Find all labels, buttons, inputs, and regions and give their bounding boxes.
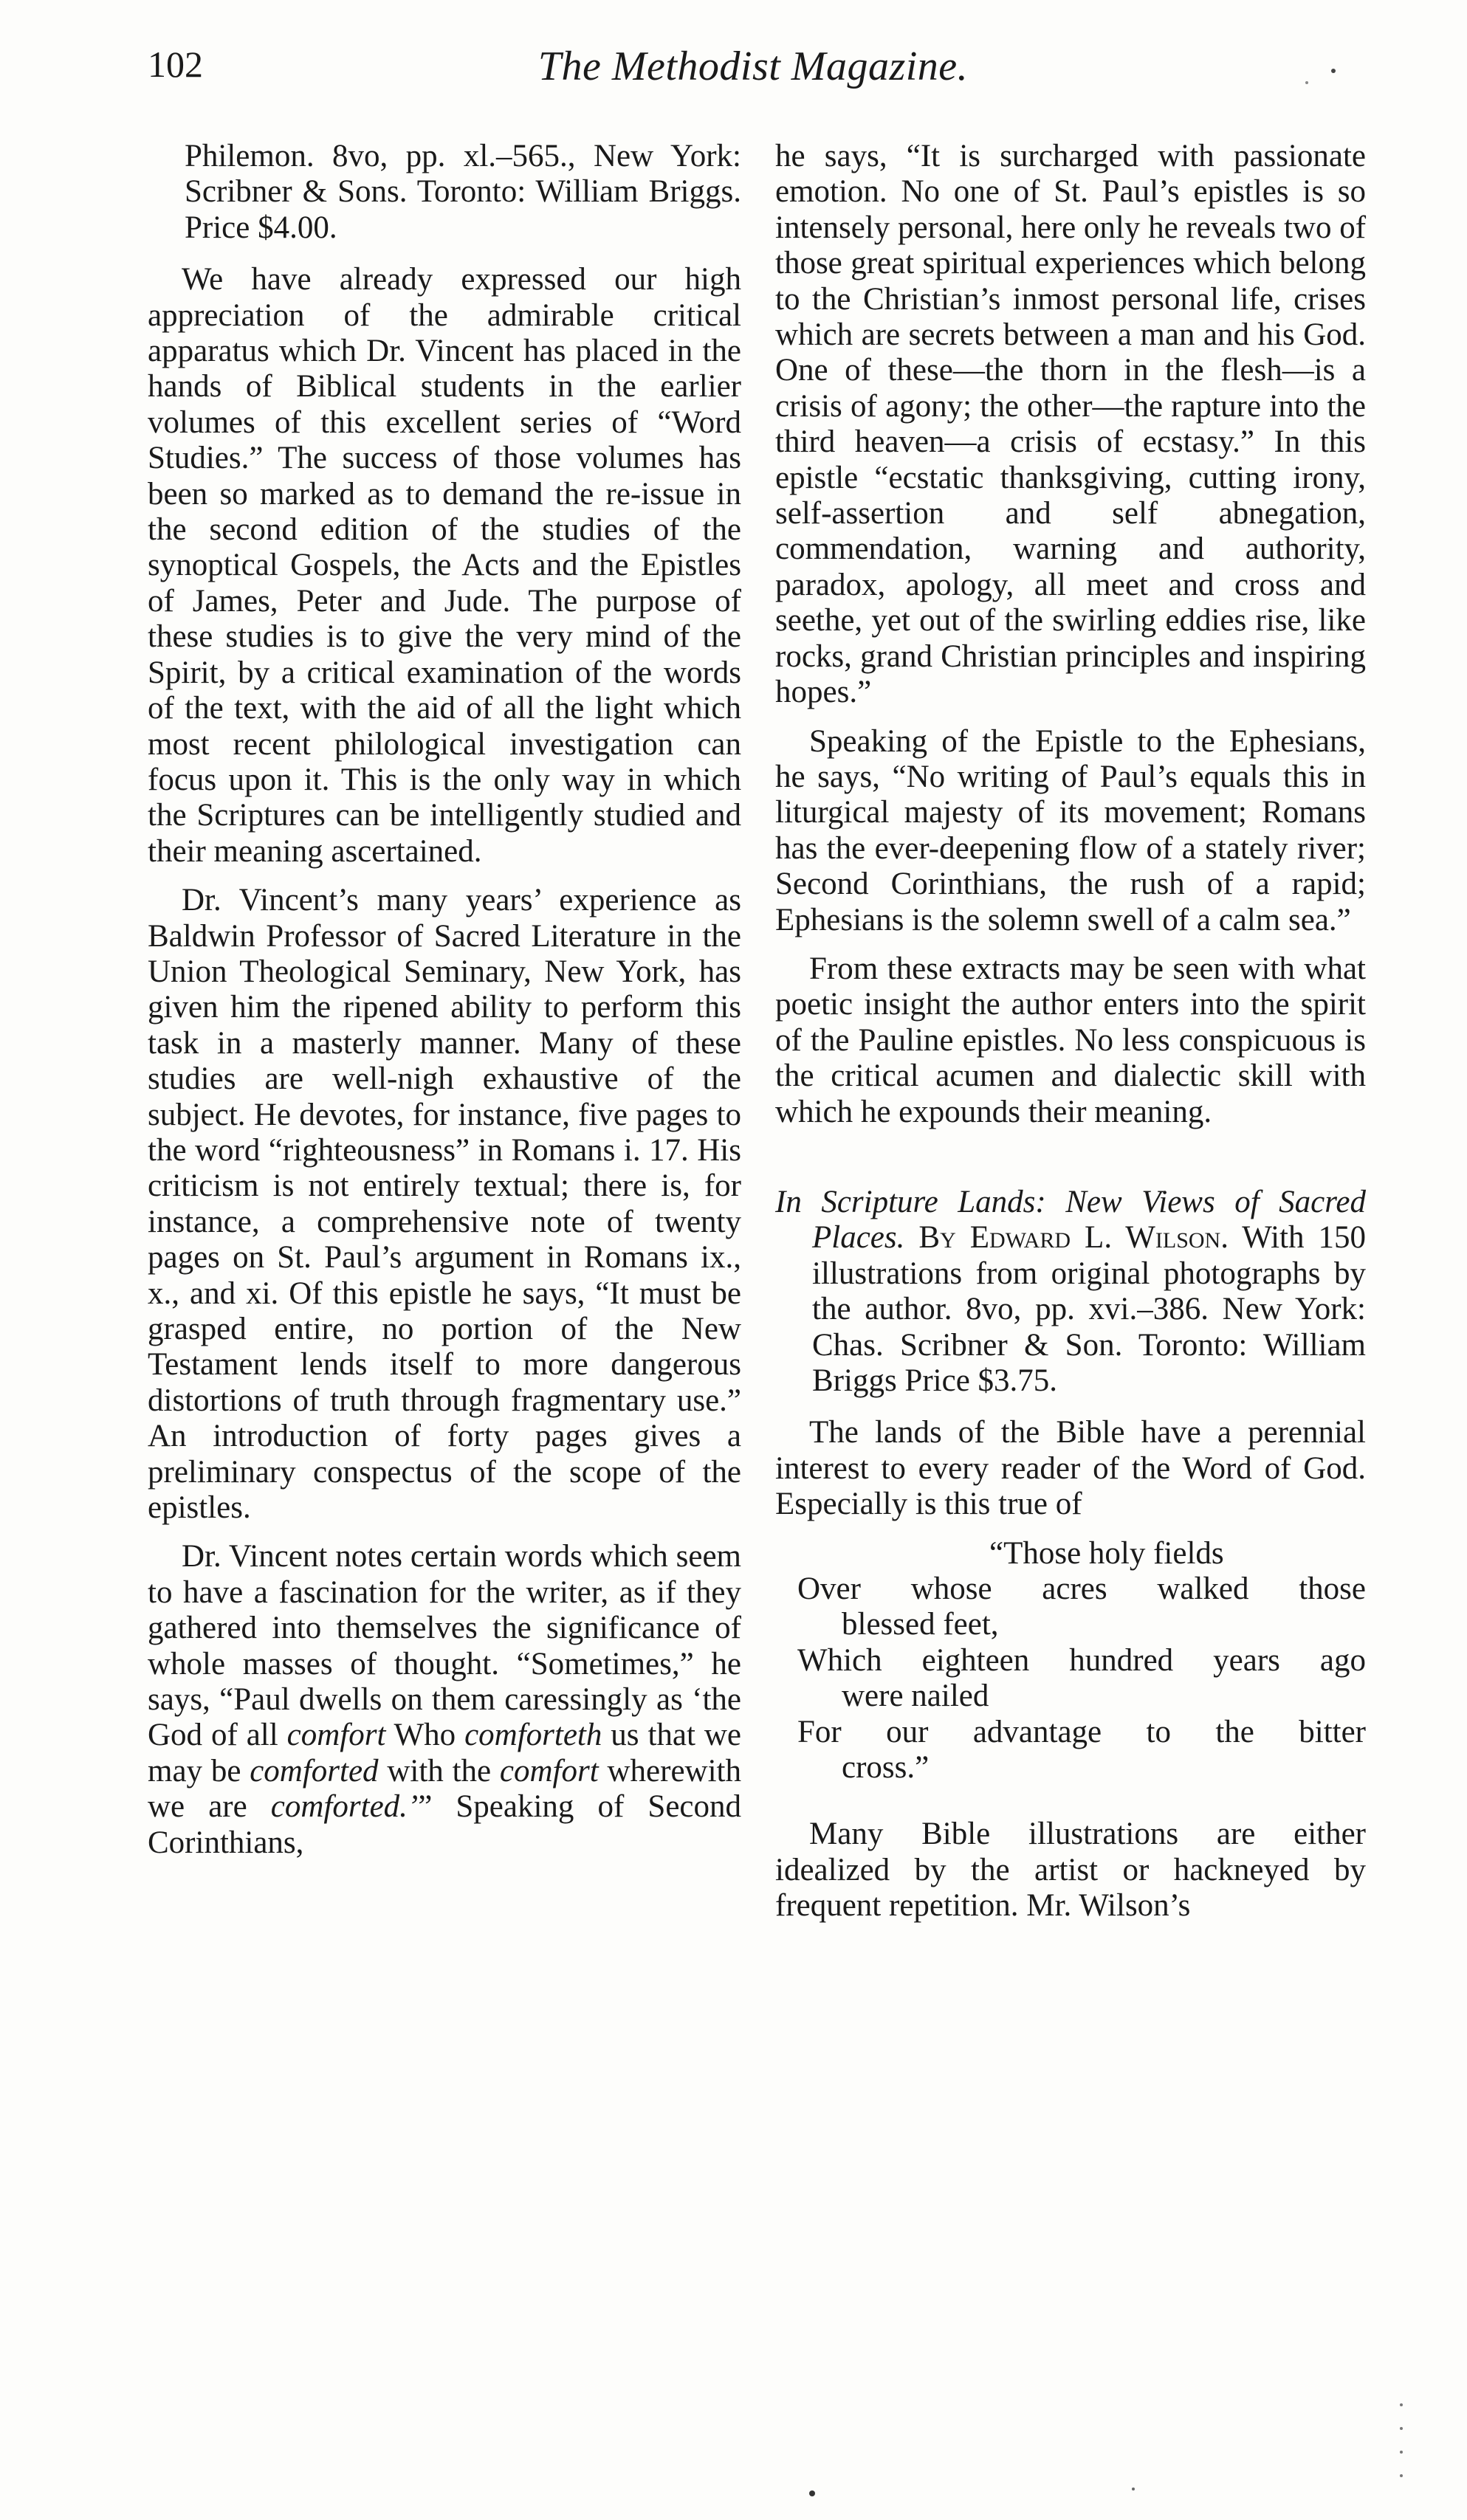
italic-word: comforted.’ [270, 1789, 419, 1825]
speck [1400, 2427, 1403, 2430]
poem-line: Over whose acres walked those [797, 1571, 1366, 1607]
text-run: Who [385, 1718, 465, 1753]
speck [1400, 2403, 1403, 2406]
text-run: wherewith we are [148, 1753, 741, 1825]
paragraph-continuation: he says, “It is surcharged with passionate emotion. No one of St. Paul’s epistles is so intensely personal, here only he reveals two of those great spiritual experiences which belong to the Christian’s inmost personal life, crises which are secrets between a man and his God. One of these—the thorn in the flesh—is a crisis of agony; the other—the rapture into the third heaven—a crisis of ecstasy.” In this epistle “ecstatic thanksgiving, cutting irony, self-assertion and self abnegation, commendation, warning and authority, paradox, apology, all meet and cross and seethe, yet out of the swirling eddies rise, like rocks, grand Christian principles and inspiring hopes.” [775, 139, 1367, 710]
poem-line: Which eighteen hundred years ago [797, 1642, 1366, 1678]
paragraph: We have already expressed our high appreciation of the admirable critical apparatus which Dr. Vincent has placed in the hands of Biblical students in the earlier volumes of this excellent series of “Word Studies.” The success of those volumes has been so marked as to demand the re-issue in the second edition of the studies of the synoptical Gospels, the Acts and the Epistles of James, Peter and Jude. The purpose of these studies is to give the very mind of the Spirit, by a critical examination of the words of the text, with the aid of all the light which most recent philological investigation can focus upon it. This is the only way in which the Scriptures can be intelligently studied and their meaning ascertained. [148, 262, 741, 869]
paragraph: Many Bible illustrations are either idealized by the artist or hackneyed by frequent repetition. Mr. Wilson’s [775, 1817, 1366, 1924]
page-number: 102 [148, 44, 203, 85]
poem-line: were nailed [842, 1679, 989, 1714]
italic-word: comfort [286, 1718, 386, 1753]
bibliography-entry-continuation: Philemon. 8vo, pp. xl.–565., New York: Scribner & Sons. Toronto: William Briggs. Price $4.00. [185, 139, 741, 245]
italic-word: comforted [250, 1753, 379, 1789]
bibliography-entry [775, 1185, 1366, 1399]
speck [1400, 2474, 1403, 2477]
text-run: with the [378, 1753, 500, 1789]
right-column [775, 139, 1366, 1938]
italic-word: comforteth [464, 1718, 602, 1753]
left-column [148, 139, 741, 1874]
speck [1132, 2488, 1135, 2490]
section-gap [775, 1143, 1366, 1185]
italic-word: comfort [499, 1753, 599, 1789]
poem-line: blessed feet, [842, 1607, 999, 1642]
book-author: By Edward L. Wilson. [918, 1220, 1229, 1256]
text-run: ” Speaking of Second Corinthians, [148, 1789, 741, 1860]
text-run: us that we may be [148, 1718, 741, 1789]
poem-line: “Those holy fields [989, 1535, 1224, 1571]
book-details: With 150 illustrations from original photographs by the author. 8vo, pp. xvi.–386. New York: Chas. Scribner & Son. Toronto: William Briggs Price $3.75. [812, 1220, 1367, 1398]
poem-line: cross.” [842, 1750, 930, 1786]
paragraph: Speaking of the Epistle to the Ephesians, he says, “No writing of Paul’s equals this in liturgical majesty of its movement; Romans has the ever-deepening flow of a stately river; Second Corinthians, the rush of a rapid; Ephesians is the solemn swell of a calm sea.” [775, 723, 1366, 937]
paragraph: From these extracts may be seen with what poetic insight the author enters into the spirit of the Pauline epistles. No less conspicuous is the critical acumen and dialectic skill with which he expounds their meaning. [775, 951, 1366, 1129]
poem-quotation [775, 1536, 1366, 1786]
poem-line: For our advantage to the bitter [797, 1714, 1366, 1749]
running-title: The Methodist Magazine. [537, 44, 969, 89]
page-header [148, 43, 1358, 102]
paragraph: Dr. Vincent’s many years’ experience as Baldwin Professor of Sacred Literature in the Union Theological Seminary, New York, has given him the ripened ability to perform this task in a masterly manner. Many of these studies are well-nigh exhaustive of the subject. He devotes, for instance, five pages to the word “righteousness” in Romans i. 17. His criticism is not entirely textual; there is, for instance, a comprehensive note of twenty pages on St. Paul’s argument in Romans ix., x., and xi. Of this epistle he says, “It must be grasped entire, no portion of the New Testament lends itself to more dangerous distortions of truth through fragmentary use.” An introduction of forty pages gives a preliminary conspectus of the scope of the epistles. [148, 883, 741, 1526]
speck [1400, 2451, 1403, 2454]
speck [809, 2490, 815, 2496]
book-title: In Scripture Lands: New Views of Sacred Places. [775, 1184, 1366, 1256]
text-run: Dr. Vincent notes certain words which seem to have a fascination for the writer, as if they gathered into themselves the significance of whole masses of thought. “Sometimes,” he says, “Paul dwells on them caressingly as ‘the God of all [148, 1539, 741, 1753]
paragraph [148, 1539, 741, 1861]
paragraph: The lands of the Bible have a perennial interest to every reader of the Word of God. Especially is this true of [775, 1415, 1366, 1522]
